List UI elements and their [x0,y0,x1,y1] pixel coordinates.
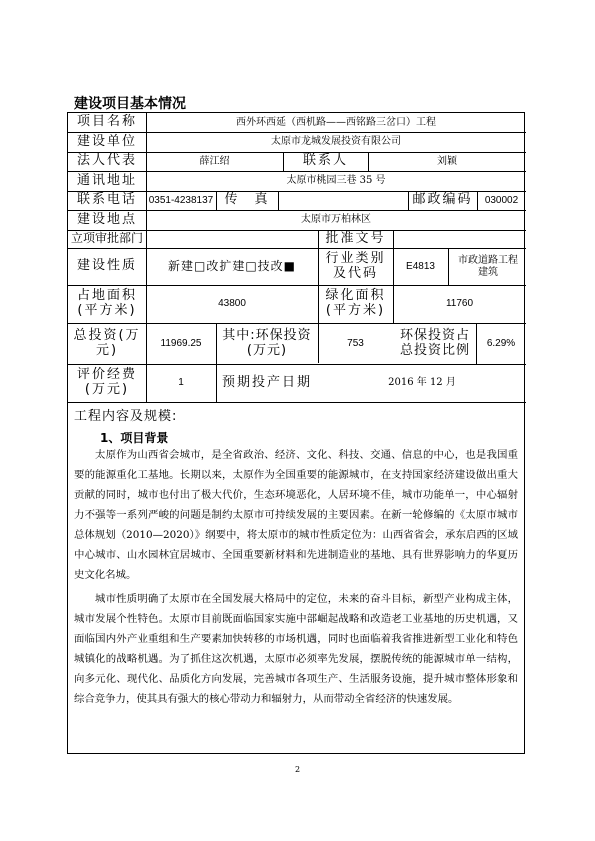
env-ratio-value: 6.29% [486,337,516,349]
location-value: 太原市万柏林区 [301,214,371,226]
env-investment-label: 其中:环保投资(万元) [222,327,312,358]
builder-value: 太原市龙城发展投资有限公司 [271,136,401,148]
approval-dept-label: 立项审批部门 [70,231,143,246]
approval-no-label: 批准文号 [325,230,386,246]
eval-fee-label: 评价经费(万元) [76,367,137,397]
fax-label: 传 真 [224,192,270,208]
address-value: 太原市桃园三巷 35 号 [286,175,386,187]
land-area-value: 43800 [218,298,246,310]
land-area-label: 占地面积(平方米) [76,288,137,318]
paragraph: 城市性质明确了太原市在全国发展大格局中的定位，未来的奋斗目标，新型产业构成主体，城市发展个性特色。太原市目前既面临国家实施中部崛起战略和改造老工业基地的历史机遇，又面临国内外产业重组和生产要素加快转移的市场机遇，同时也面临着我省推进新型工业化和特色城镇化的战略机遇。为了抓住这次机遇，太原市必须率先发展，摆脱传统的能源城市单一结构，向多元化、现代化、品质化方向发展，完善城市各项生产、生活服务设施，提升城市整体形象和综合竞争力，使其具有强大的核心带动力和辐射力，从而带动全省经济的快速发展。 [74,593,518,705]
postcode-value: 030002 [484,194,519,206]
row-divider [68,402,526,403]
investment-label: 总投资(万元) [73,327,141,358]
industry-name: 市政道路工程建筑 [458,255,518,278]
address-label: 通讯地址 [76,172,137,188]
nature-label: 建设性质 [76,258,137,274]
builder-label: 建设单位 [76,133,137,149]
operation-date-label: 预期投产日期 [221,374,312,390]
env-ratio-label: 环保投资占总投资比例 [399,327,470,358]
industry-code: E4813 [406,260,435,272]
green-area-label: 绿化面积(平方米) [325,288,386,318]
page-title: 建设项目基本情况 [74,96,186,112]
approval-dept-value [146,230,318,248]
approval-no-value [393,230,526,248]
paragraph: 太原作为山西省会城市，是全省政治、经济、文化、科技、交通、信息的中心，也是我国重要的能源重化工基地。长期以来，太原作为全国重要的能源城市，在支持国家经济建设做出重大贡献的同时，城市也付出了极大代价，生态环境恶化，人居环境不佳，城市功能单一，中心辐射力不强等一系列严峻的问题是制约太原市可持续发展的主要因素。在新一轮修编的《太原市城市总体规划（2010—2020）》纲要中，将太原市的城市性质定位为：山西省省会，承东启西的区域中心城市、山水园林宜居城市、全国重要新材料和先进制造业的基地、具有世界影响力的华夏历史文化名城。 [74,449,518,581]
page-number: 2 [294,765,301,774]
legal-rep-value: 薛江绍 [199,155,230,167]
nature-value: 新建□改扩建□技改■ [167,258,296,273]
investment-value: 11969.25 [160,337,202,349]
eval-fee-value: 1 [178,377,184,389]
scope-heading: 工程内容及规模: [74,409,178,424]
phone-label: 联系电话 [76,192,137,208]
fax-value [278,191,408,210]
operation-date-value: 2016 年 12 月 [388,377,456,389]
project-name-label: 项目名称 [76,114,137,130]
env-investment-value: 753 [347,337,364,349]
col-divider [448,248,449,285]
postcode-label: 邮政编码 [412,192,473,208]
contact-label: 联系人 [302,153,348,169]
contact-value: 刘颖 [437,155,457,167]
legal-rep-label: 法人代表 [76,153,137,169]
industry-label: 行业类别及代码 [325,250,386,281]
green-area-value: 11760 [445,298,474,310]
section-heading: 1、项目背景 [100,431,169,445]
phone-value: 0351-4238137 [148,194,214,206]
location-label: 建设地点 [76,211,137,227]
project-name-value: 西外环西延（西机路——西铭路三岔口）工程 [236,116,436,128]
